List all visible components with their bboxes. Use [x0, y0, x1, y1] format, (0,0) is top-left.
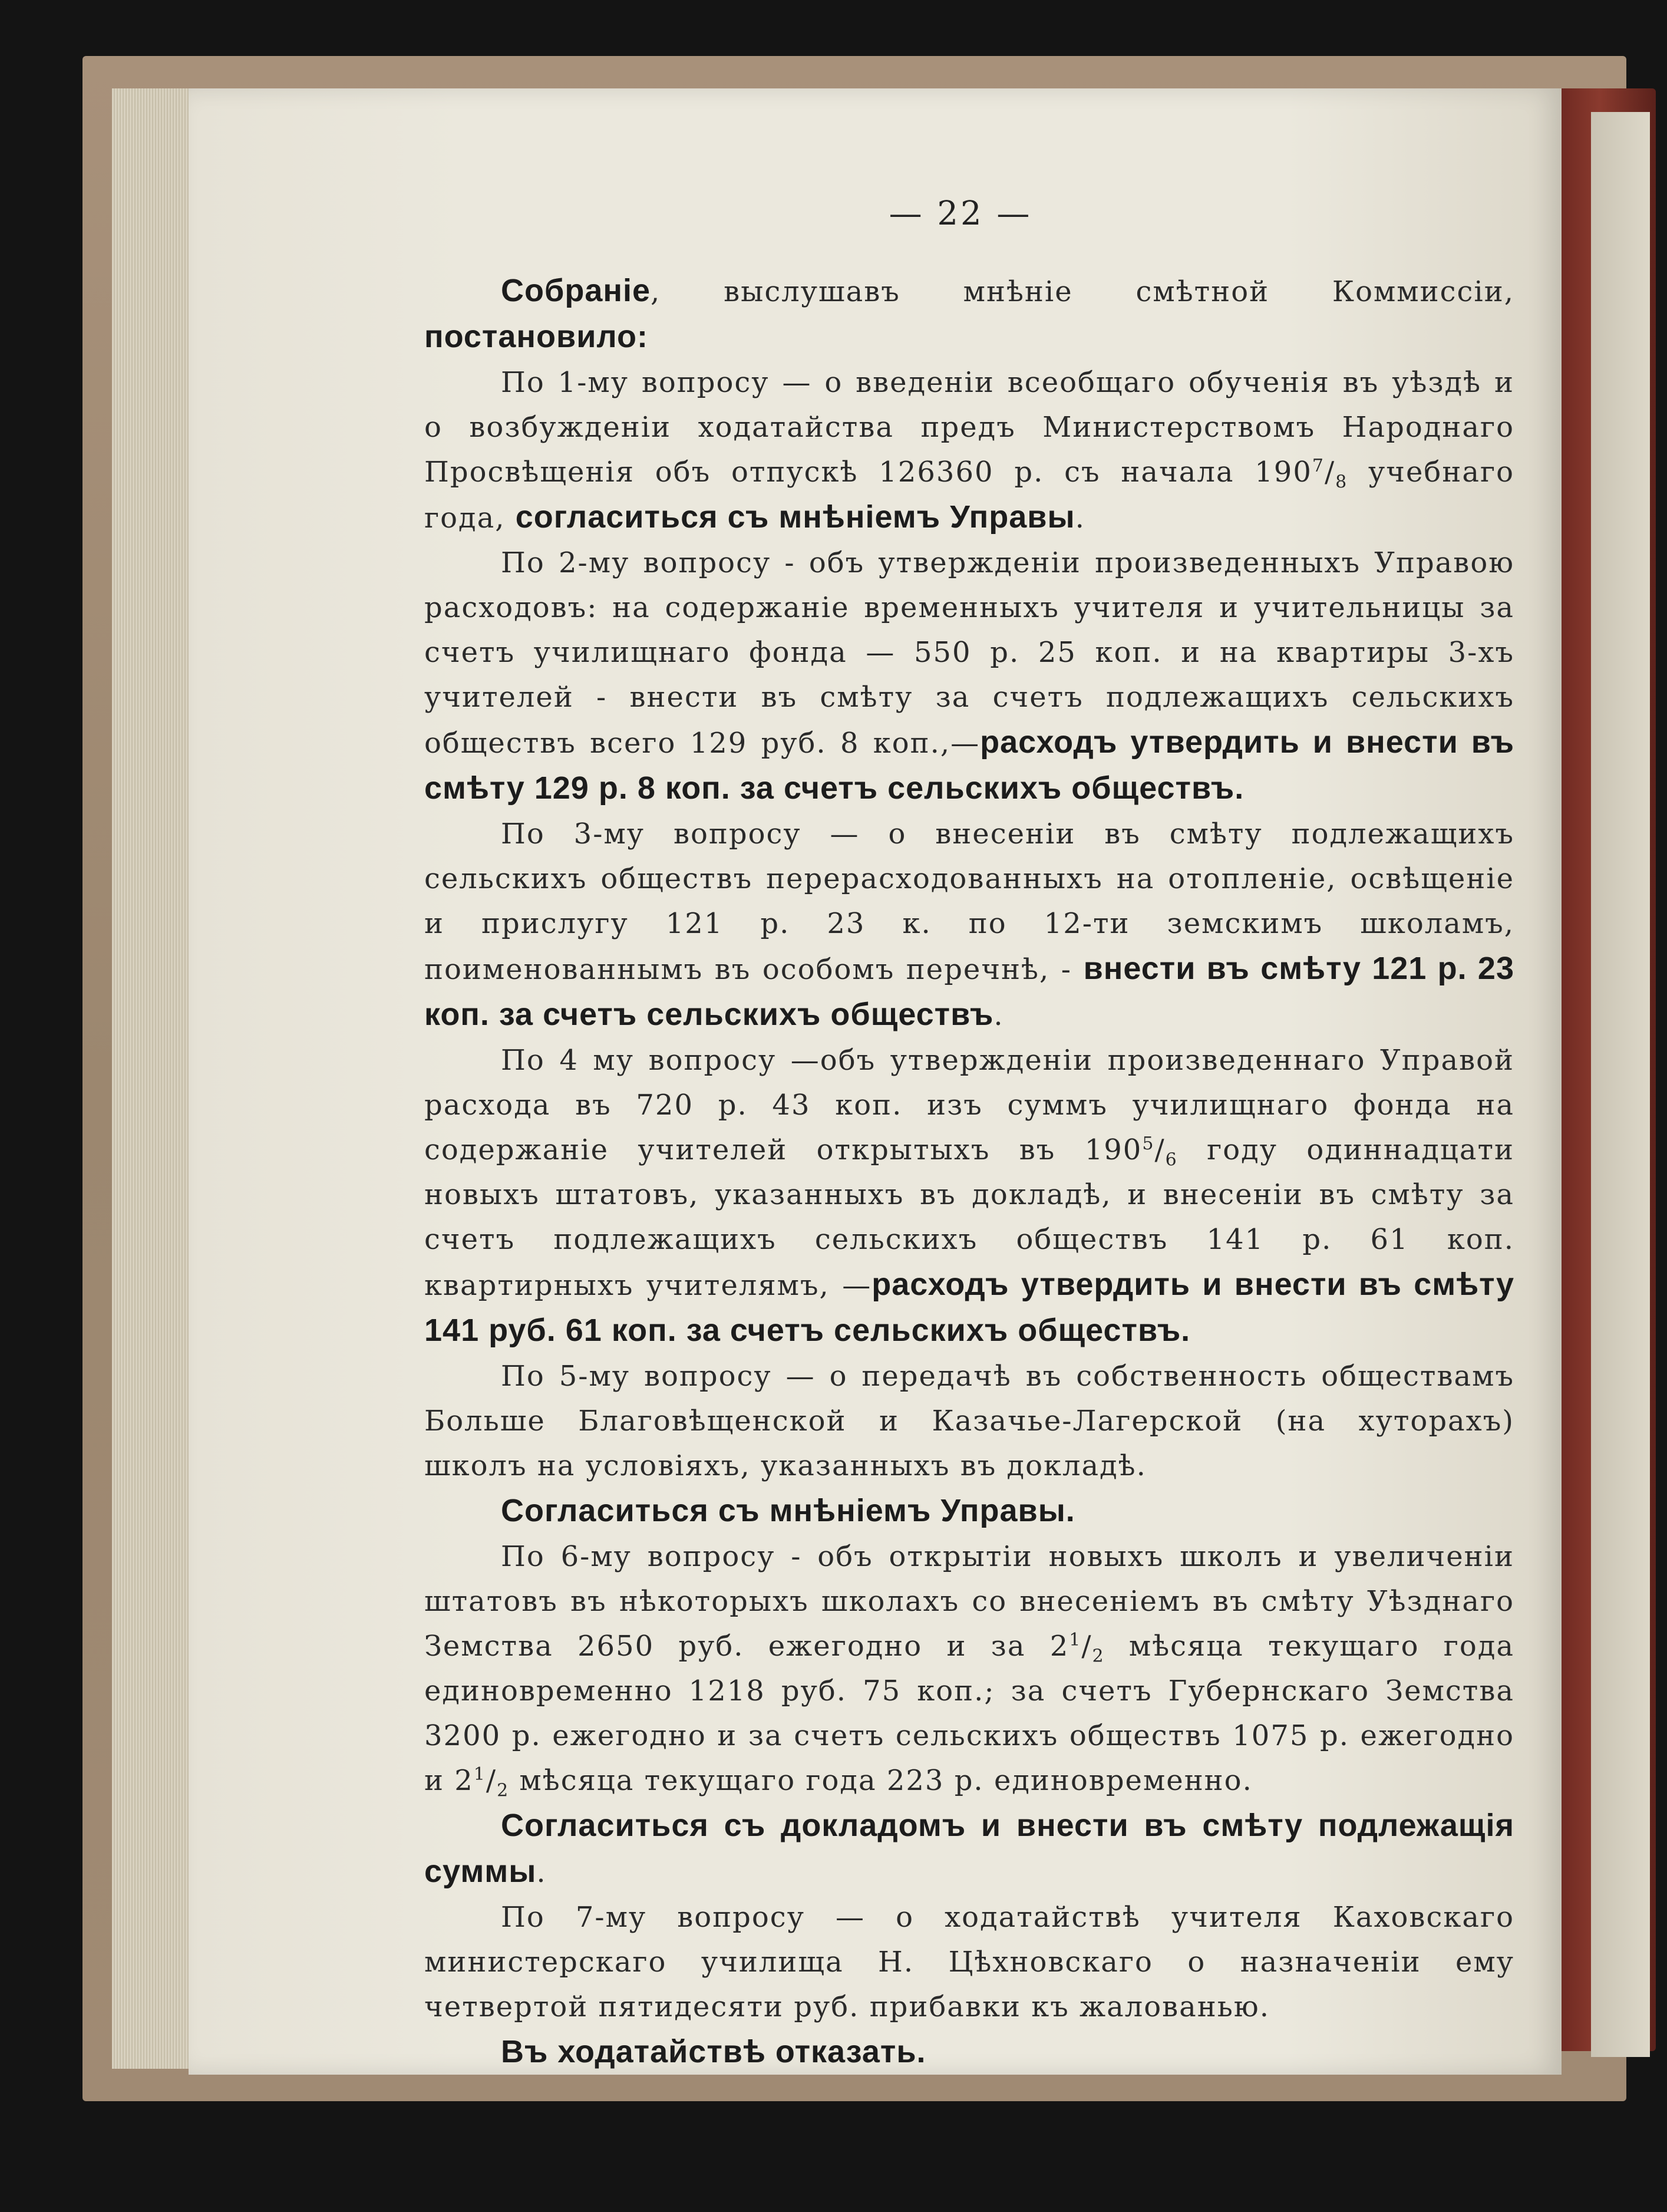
text-run: / — [486, 1764, 497, 1797]
bold-text-run: Согласиться съ мнѣніемъ Управы. — [501, 1493, 1075, 1528]
text-run: По 1-му вопросу — о введеніи всеобщаго обученія въ уѣздѣ и о возбужденіи ходатайства предъ Министерствомъ Народнаго Просвѣщенія объ отпускѣ 126360 р. съ начала 190 — [424, 366, 1514, 489]
text-run: . — [1075, 502, 1085, 535]
paragraph — [424, 1038, 1514, 1354]
paragraph — [424, 1803, 1514, 1895]
text-run: , выслушавъ мнѣніе смѣтной Коммиссіи, — [651, 275, 1514, 308]
bold-text-run: расходъ утвердить и внести въ смѣту 141 руб. 61 коп. за счетъ сельскихъ обществъ. — [424, 1267, 1514, 1348]
page-number: — 22 — — [889, 195, 1032, 233]
text-run: году одиннадцати новыхъ штатовъ, указанныхъ въ докладѣ, и внесеніи въ смѣту за счетъ подлежащихъ сельскихъ обществъ 141 р. 61 коп. квартирныхъ учителямъ, — — [424, 1133, 1514, 1302]
paragraph — [424, 1488, 1514, 1534]
text-run: 5 — [1142, 1133, 1155, 1154]
paragraph — [424, 1534, 1514, 1803]
text-run: По 2-му вопросу - объ утвержденіи произведенныхъ Управою расходовъ: на содержаніе временныхъ учителя и учительницы за счетъ училищнаго фонда — 550 р. 25 коп. и на квартиры 3-хъ учителей - внести въ смѣту за счетъ подлежащихъ сельскихъ обществъ всего 129 руб. 8 коп.,— — [424, 546, 1514, 760]
paragraph — [424, 1354, 1514, 1488]
text-run: / — [1324, 456, 1336, 489]
text-run: 1 — [1069, 1630, 1082, 1650]
bold-text-run: Въ ходатайствѣ отказать. — [501, 2034, 926, 2069]
bold-text-run: расходъ утвердить и внести въ смѣту 129 р. 8 коп. за счетъ сельскихъ обществъ. — [424, 724, 1514, 806]
text-run: 7 — [1312, 456, 1325, 476]
text-run: мѣсяца текущаго года единовременно 1218 руб. 75 коп.; за счетъ Губернскаго Земства 3200 р. ежегодно и за счетъ сельскихъ обществъ 1075 р. ежегодно и 2 — [424, 1630, 1514, 1797]
text-run: 8 — [1335, 472, 1348, 493]
text-run: 1 — [473, 1764, 486, 1785]
text-run: 6 — [1165, 1149, 1178, 1171]
page-text — [424, 268, 1514, 2075]
bold-text-run: внести въ смѣту 121 р. 23 коп. за счетъ сельскихъ обществъ — [424, 951, 1514, 1032]
bold-text-run: Собраніе — [501, 273, 651, 308]
paragraph — [424, 360, 1514, 540]
text-run: . — [993, 999, 1004, 1032]
text-run: 2 — [1092, 1646, 1105, 1667]
bold-text-run: постановило: — [424, 319, 648, 354]
text-run: По 3-му вопросу — о внесеніи въ смѣту подлежащихъ сельскихъ обществъ перерасходованныхъ на отопленіе, освѣщеніе и прислугу 121 р. 23 к. по 12-ти земскимъ школамъ, поименованнымъ въ особомъ перечнѣ, - — [424, 817, 1514, 986]
paragraph — [424, 1895, 1514, 2029]
text-run: 2 — [497, 1780, 510, 1801]
text-run: По 4 му вопросу —объ утвержденіи произведеннаго Управой расхода въ 720 р. 43 коп. изъ суммъ училищнаго фонда на содержаніе учителей открытыхъ въ 190 — [424, 1044, 1514, 1166]
text-run: / — [1081, 1630, 1092, 1663]
text-run: / — [1154, 1133, 1166, 1166]
text-run: По 5-му вопросу — о передачѣ въ собственность обществамъ Больше Благовѣщенской и Казачье-Лагерской (на хуторахъ) школъ на условіяхъ, указанныхъ въ докладѣ. — [424, 1360, 1514, 1482]
bold-text-run: согласиться съ мнѣніемъ Управы — [515, 499, 1075, 535]
text-run: По 6-му вопросу - объ открытіи новыхъ школъ и увеличеніи штатовъ въ нѣкоторыхъ школахъ со внесеніемъ въ смѣту Уѣзднаго Земства 2650 руб. ежегодно и за 2 — [424, 1540, 1514, 1663]
paragraph — [424, 812, 1514, 1038]
paragraph — [424, 2029, 1514, 2075]
paragraph — [424, 268, 1514, 360]
text-run: мѣсяца текущаго года 223 р. единовременно. — [509, 1764, 1253, 1797]
text-run: По 7-му вопросу — о ходатайствѣ учителя Каховскаго министерскаго училища Н. Цѣхновскаго о назначеніи ему четвертой пятидесяти руб. прибавки къ жалованью. — [424, 1901, 1514, 2023]
adjacent-page-edge — [1591, 112, 1650, 2057]
text-run: . — [536, 1856, 547, 1889]
text-run: учебнаго года, — [424, 456, 1514, 535]
bold-text-run: Согласиться съ докладомъ и внести въ смѣту подлежащія суммы — [424, 1808, 1514, 1889]
paragraph — [424, 540, 1514, 812]
